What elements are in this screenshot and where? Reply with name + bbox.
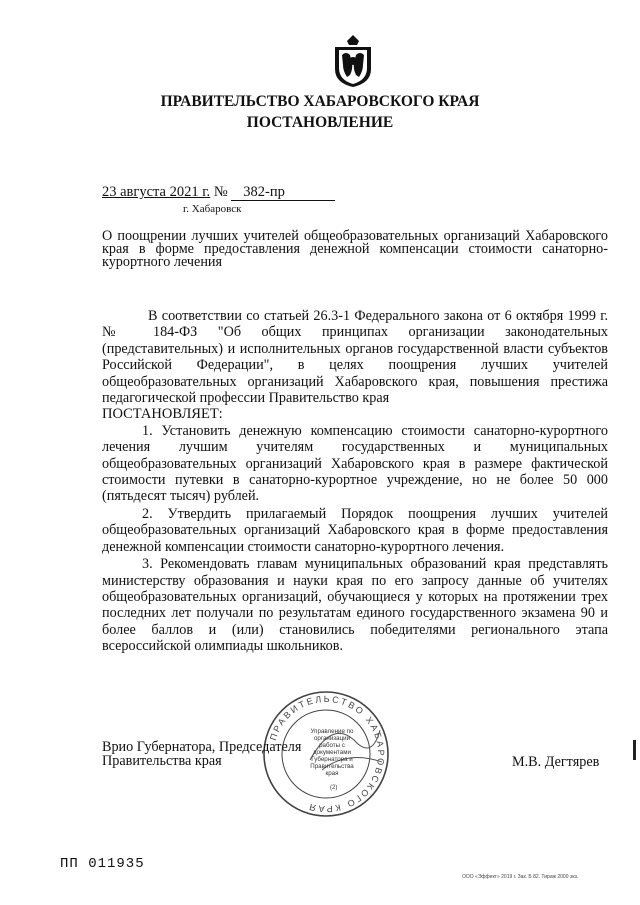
edge-mark [633,740,636,760]
number-sign: № [213,184,228,200]
document-type: ПОСТАНОВЛЕНИЕ [246,114,394,131]
decree-body [102,308,608,655]
printer-imprint: ООО «Эффект» 2019 г. Зак. Б 82. Тираж 2000 экз. [462,874,579,880]
item-2: 2. Утвердить прилагаемый Порядок поощрения лучших учителей общеобразовательных организаций Хабаровского края в форме предоставления денежной компенсации стоимости санаторно-курортного лечения. [102,505,608,555]
item-1: 1. Установить денежную компенсацию стоимости санаторно-курортного лечения лучшим учителям государственных и муниципальных общеобразовательных организаций Хабаровского края в размере фактической стоимости путевки в санаторно-курортное учреждение, но не более 50 000 (пятьдесят тысяч) рублей. [102,422,608,505]
form-serial-number: ПП 011935 [60,856,145,872]
signatory-position-line2: Правительства края [102,753,222,769]
decree-number: 382-пр [231,185,335,201]
city: г. Хабаровск [183,203,242,215]
item-3: 3. Рекомендовать главам муниципальных образований края представлять министерству образования и науки края по его запросу данные об учителях общеобразовательных организаций, обучающиеся у которых на протяжении трех последних лет получали по результатам единого государственного экзамена 90 и более баллов и (или) становились победителями регионального этапа всероссийской олимпиады школьников. [102,556,608,655]
date-number-line [102,184,335,201]
seal-center-text: Управление по организации работы с документами Губернатора и Правительства края [310,728,354,777]
signatory-position [102,740,301,768]
signatory-name: М.В. Дегтярев [512,754,600,770]
government-title: ПРАВИТЕЛЬСТВО ХАБАРОВСКОГО КРАЯ [160,93,480,110]
seal-ring-text: ПРАВИТЕЛЬСТВО ХАБАРОВСКОГО КРАЯ [267,693,387,815]
resolves-heading: ПОСТАНОВЛЯЕТ: [102,406,223,423]
decree-date: 23 августа 2021 г. [102,184,211,200]
preamble: В соответствии со статьей 26.3-1 Федерального закона от 6 октября 1999 г. № 184-ФЗ "Об общих принципах организации законодательных (представительных) и исполнительных органов государственной власти субъектов Российской Федерации", в целях поощрения лучших учителей общеобразовательных организаций Хабаровского края, повышения престижа педагогической профессии Правительство края [102,308,608,407]
signatory-position-line1: Врио Губернатора, Председателя [102,739,302,755]
seal-code: (2) [330,785,338,791]
decree-subject: О поощрении лучших учителей общеобразовательных организаций Хабаровского края в форме предоставления денежной компенсации стоимости санаторно-курортного лечения [102,228,608,270]
khabarovsk-coat-of-arms-icon [330,33,376,89]
